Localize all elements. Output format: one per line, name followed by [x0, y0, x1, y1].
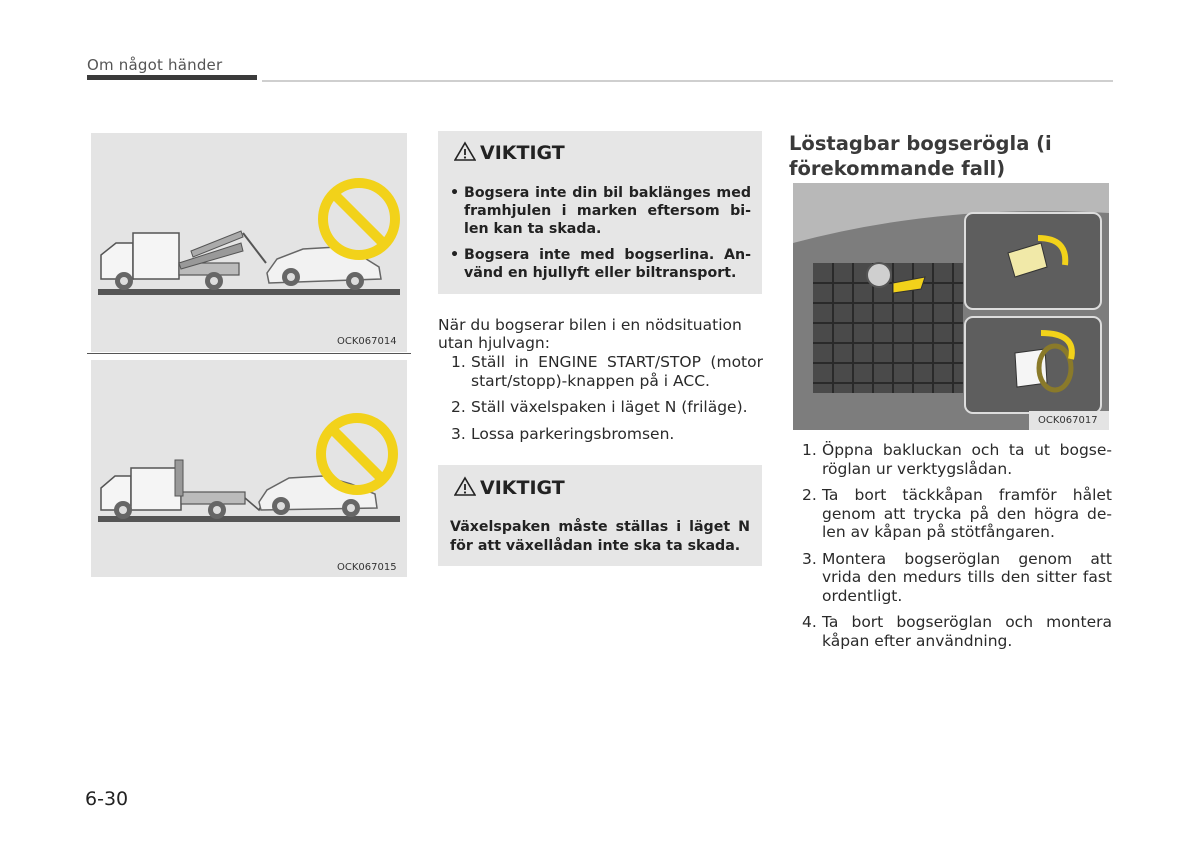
figure-tow-rope [91, 360, 407, 577]
warning-box [438, 131, 762, 294]
header-rule [262, 80, 1113, 82]
list-item: 3. Montera bogseröglan genom att vrida den medurs tills den sitter fast ordentligt. [802, 549, 1112, 605]
tow-steps-list [451, 353, 763, 451]
figure-tow-hook [793, 183, 1109, 430]
figure-code: OCK067014 [337, 336, 397, 347]
intro-text: När du bogserar bilen i en nödsituation utan hjulvagn: [438, 316, 742, 352]
subsection-heading: Löstagbar bogserögla (i förekommande fall) [789, 132, 1052, 180]
warning-icon [454, 141, 476, 161]
list-item: 3. Lossa parkeringsbromsen. [451, 424, 675, 443]
warning-item: • Bogsera inte med bogserlina. An-vänd en hjullyft eller biltransport. [448, 246, 751, 282]
page-number: 6-30 [85, 788, 129, 810]
section-title: Om något händer [87, 56, 223, 74]
figure-divider [87, 353, 411, 354]
tow-crane-illustration [91, 133, 407, 352]
figure-code: OCK067017 [1038, 415, 1098, 426]
list-item: 2. Ta bort täckkåpan framför hålet genom att trycka på den högra de-len av kåpan på stötfångaren. [802, 486, 1112, 541]
figure-code: OCK067015 [337, 562, 397, 573]
warning-box [438, 465, 762, 566]
list-item: 1. Öppna bakluckan och ta ut bogse-röglan ur verktygslådan. [802, 441, 1112, 478]
warning-text: Växelspaken måste ställas i läget N för att växellådan inte ska ta skada. [450, 519, 750, 554]
list-item: 4. Ta bort bogseröglan och montera kåpan efter användning. [802, 613, 1112, 650]
tow-hook-illustration [793, 183, 1109, 430]
header-bar [87, 75, 257, 80]
figure-tow-crane [91, 133, 407, 352]
warning-title: VIKTIGT [480, 477, 565, 499]
tow-rope-illustration [91, 360, 407, 577]
list-item: 2. Ställ växelspaken i läget N (friläge). [451, 398, 748, 416]
warning-list [448, 184, 751, 290]
warning-icon [454, 476, 476, 496]
list-item: 1. Ställ in ENGINE START/STOP (motor start/stopp)-knappen på i ACC. [451, 353, 763, 390]
warning-item: • Bogsera inte din bil baklänges med framhjulen i marken eftersom bi-len kan ta skada. [448, 184, 751, 238]
tow-hook-steps-list [802, 441, 1112, 658]
warning-title: VIKTIGT [480, 142, 565, 164]
